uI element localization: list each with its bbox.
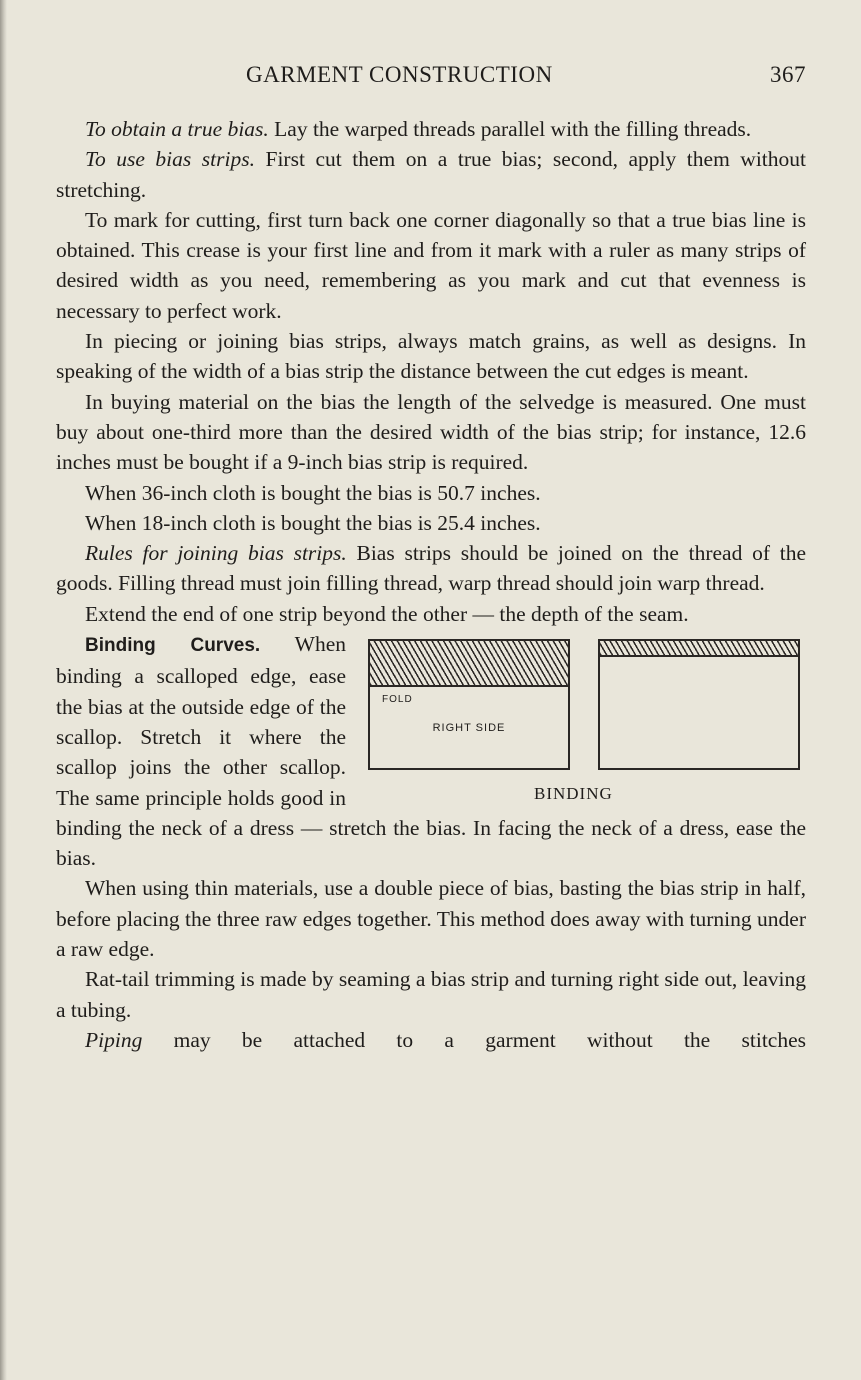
running-header [56, 62, 806, 102]
paragraph-lead: To use bias strips. [85, 147, 255, 172]
bias-strip-hatch [370, 641, 568, 687]
paragraph-36-inch: When 36-inch cloth is bought the bias is 50.7 inches. [85, 480, 541, 505]
paragraph-18-inch: When 18-inch cloth is bought the bias is 25.4 inches. [85, 510, 541, 535]
running-title: GARMENT CONSTRUCTION [246, 62, 553, 87]
paragraph-lead: Piping [85, 1027, 143, 1052]
right-side-label: RIGHT SIDE [432, 722, 506, 735]
paragraph-lead: Binding Curves. [85, 635, 261, 657]
paragraph-piecing: In piecing or joining bias strips, always match grains, as well as designs. In speaking of the width of a bias strip the distance between the cut edges is meant. [56, 329, 806, 384]
paragraph-thin-materials: When using thin materials, use a double piece of bias, basting the bias strip in half, before placing the three raw edges together. This method does away with turning under a raw edge. [56, 876, 806, 962]
paragraph-extend: Extend the end of one strip beyond the other — the depth of the seam. [85, 601, 689, 626]
fold-label: FOLD [382, 694, 413, 706]
paragraph-text: Lay the warped threads parallel with the filling threads. [268, 117, 752, 141]
paragraph-marking: To mark for cutting, first turn back one corner diagonally so that a true bias line is obtained. This crease is your first line and from it mark with a ruler as many strips of desired width as you need, remembering as you mark and cut that evenness is necessary to perfect work. [56, 207, 806, 323]
paragraph-text: When binding a scalloped edge, ease the bias at the outside edge of the scallop. Stretch it where the scallop joins the other scallop. The same principle holds good in binding the neck of a dress — stretch the bias. In facing the neck of a dress, ease the bias. [56, 632, 806, 871]
binding-diagram-folded [368, 639, 570, 770]
paragraph-rat-tail: Rat-tail trimming is made by seaming a bias strip and turning right side out, leaving a tubing. [56, 967, 806, 1022]
figure-caption: BINDING [534, 784, 613, 804]
binding-figure [356, 629, 806, 809]
paragraph-text: may be attached to a garment without the stitches [142, 1027, 806, 1052]
paragraph-lead: Rules for joining bias strips. [85, 541, 347, 566]
page-number: 367 [770, 62, 806, 87]
paragraph-lead: To obtain a true bias. [85, 117, 269, 141]
paragraph-text: First cut them on a true bias; second, apply them without stretching. [56, 147, 807, 202]
page-body [56, 114, 806, 1055]
paragraph-true-bias [56, 114, 806, 144]
paragraph-text: Bias strips should be joined on the thread of the goods. Filling thread must join filling thread, warp thread should join warp thread. [56, 541, 806, 596]
binding-diagram-applied [598, 639, 800, 770]
paragraph-bias-strips [56, 144, 806, 205]
bias-strip-hatch [600, 641, 798, 657]
paragraph-joining-rules [56, 538, 806, 599]
page-binding-edge [0, 0, 7, 1380]
paragraph-buying: In buying material on the bias the length of the selvedge is measured. One must buy about one-third more than the desired width of the bias strip; for instance, 12.6 inches must be bought if a 9-inch bias strip is required. [56, 389, 806, 475]
paragraph-piping [56, 1025, 806, 1055]
